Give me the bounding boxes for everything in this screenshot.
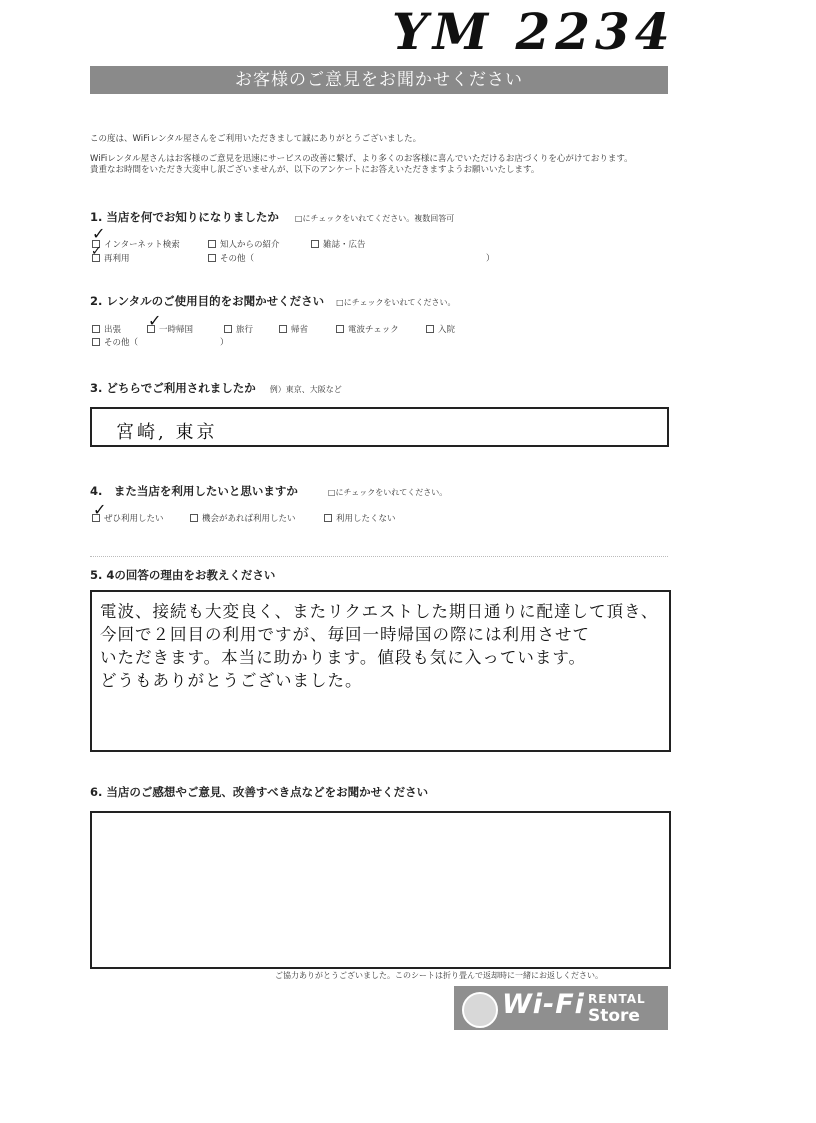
q4-option-no[interactable]: 利用したくない <box>324 512 396 524</box>
answer-line: 電波、接続も大変良く、またリクエストした期日通りに配達して頂き、 <box>100 602 659 621</box>
q4-option-definitely[interactable]: ぜひ利用したい <box>92 512 164 524</box>
q2-option-signal-check[interactable]: 電波チェック <box>336 323 399 335</box>
checkbox[interactable] <box>208 240 216 248</box>
q2-note: □にチェックをいれてください。 <box>336 298 456 307</box>
q2-option-travel[interactable]: 旅行 <box>224 323 253 335</box>
checkbox[interactable] <box>279 325 287 333</box>
q2-option-other[interactable]: その他（ <box>92 336 138 348</box>
answer-line: 今回で２回目の利用ですが、毎回一時帰国の際には利用させて <box>100 625 590 644</box>
q1-title-text: 1. 当店を何でお知りになりましたか <box>90 210 279 224</box>
q6-answer-box[interactable] <box>90 811 671 969</box>
checkbox[interactable] <box>311 240 319 248</box>
q4-option-if-chance[interactable]: 機会があれば利用したい <box>190 512 296 524</box>
q3-note: 例）東京、大阪など <box>269 385 342 394</box>
q2-option-hospital[interactable]: 入院 <box>426 323 455 335</box>
q1-title <box>90 209 454 225</box>
q1-note: □にチェックをいれてください。複数回答可 <box>294 214 455 223</box>
q3-title <box>90 380 342 396</box>
check-mark-icon: ✓ <box>148 311 162 330</box>
q1-option-other-close: ） <box>486 254 495 264</box>
footer-note: ご協力ありがとうございました。このシートは折り畳んで返却時に一緒にお返しください。 <box>275 971 603 980</box>
checkbox[interactable] <box>92 325 100 333</box>
q5-title: 5. 4の回答の理由をお教えください <box>90 568 276 582</box>
q1-option-other[interactable]: その他（ <box>208 252 254 264</box>
q6-title: 6. 当店のご感想やご意見、改善すべき点などをお聞かせください <box>90 785 429 799</box>
q1-option-magazine[interactable]: 雑誌・広告 <box>311 238 366 250</box>
answer-line: いただきます。本当に助かります。値段も気に入っています。 <box>100 648 587 667</box>
checkbox[interactable] <box>92 338 100 346</box>
handwritten-id: YM 2234 <box>392 2 675 61</box>
check-mark-icon: ✓ <box>91 244 102 259</box>
checkbox[interactable] <box>190 514 198 522</box>
q4-title <box>90 483 447 499</box>
logo-rental-text: RENTAL <box>588 992 646 1006</box>
q4-note: □にチェックをいれてください。 <box>327 488 448 497</box>
q1-option-reuse[interactable]: 再利用 <box>92 252 130 264</box>
intro-line-1: この度は、WiFiレンタル屋さんをご利用いただきまして誠にありがとうございました。 <box>90 134 422 144</box>
checkbox[interactable] <box>224 325 232 333</box>
q2-title <box>90 293 455 309</box>
checkbox[interactable] <box>426 325 434 333</box>
checkbox[interactable] <box>336 325 344 333</box>
logo-store-text: Store <box>588 1006 640 1026</box>
wifi-rental-store-logo <box>454 986 668 1030</box>
mascot-icon <box>462 992 498 1028</box>
answer-line: どうもありがとうございました。 <box>100 671 363 690</box>
q3-answer: 宮崎, 東京 <box>116 422 218 443</box>
check-mark-icon: ✓ <box>93 500 107 519</box>
q2-option-temp-return[interactable]: 一時帰国 <box>147 323 193 335</box>
q4-title-text: 4. また当店を利用したいと思いますか <box>90 484 298 498</box>
q2-option-other-close: ） <box>220 338 229 348</box>
intro-line-3: 貴重なお時間をいただき大変申し訳ございませんが、以下のアンケートにお答えいただきますようお願いいたします。 <box>90 165 540 175</box>
intro-line-2: WiFiレンタル屋さんはお客様のご意見を迅速にサービスの改善に繋げ、より多くのお客様に喜んでいただけるお店づくりを心がけております。 <box>90 154 633 164</box>
check-mark-icon: ✓ <box>92 224 106 243</box>
q1-option-referral[interactable]: 知人からの紹介 <box>208 238 280 250</box>
q3-title-text: 3. どちらでご利用されましたか <box>90 381 256 395</box>
checkbox[interactable] <box>324 514 332 522</box>
q1-option-internet[interactable]: インターネット検索 <box>92 238 180 250</box>
logo-wifi-text: Wi-Fi <box>502 989 585 1020</box>
q2-option-business[interactable]: 出張 <box>92 323 121 335</box>
divider <box>90 556 668 557</box>
checkbox[interactable] <box>208 254 216 262</box>
q2-title-text: 2. レンタルのご使用目的をお聞かせください <box>90 294 325 308</box>
page-title: お客様のご意見をお聞かせください <box>90 66 668 94</box>
q2-option-homecoming[interactable]: 帰省 <box>279 323 308 335</box>
q5-answer <box>100 600 665 692</box>
